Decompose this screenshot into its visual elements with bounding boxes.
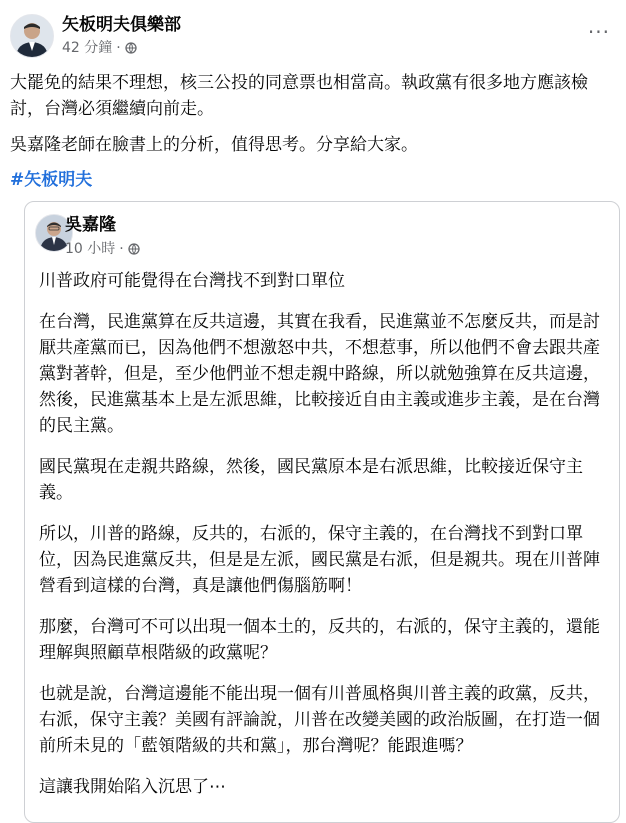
shared-post-body: [39, 268, 609, 815]
shared-paragraph: 國民黨現在走親共路線，然後，國民黨原本是右派思維，比較接近保守主義。: [39, 457, 583, 503]
shared-author-name[interactable]: 吳嘉隆: [65, 215, 116, 235]
post-header: [10, 10, 616, 62]
post-paragraph: 大罷免的結果不理想，核三公投的同意票也相當高。執政黨有很多地方應該檢討，台灣必須繼續向前走。: [10, 73, 588, 119]
shared-paragraph: 所以，川普的路線，反共的，右派的，保守主義的，在台灣找不到對口單位，因為民進黨反共，但是是左派，國民黨是右派，但是親共。現在川普陣營看到這樣的台灣，真是讓他們傷腦筋啊！: [39, 524, 600, 596]
shared-post-meta: [65, 240, 140, 258]
hashtag-link[interactable]: #矢板明夫: [10, 170, 93, 190]
globe-icon[interactable]: [125, 42, 137, 54]
author-photo: [11, 15, 53, 57]
meta-separator: ·: [119, 241, 124, 257]
author-avatar[interactable]: [10, 14, 54, 58]
globe-icon[interactable]: [128, 243, 140, 255]
shared-paragraph: 這讓我開始陷入沉思了⋯: [39, 777, 226, 797]
post-time[interactable]: 42 分鐘: [62, 40, 113, 56]
shared-paragraph: 在台灣，民進黨算在反共這邊，其實在我看，民進黨並不怎麼反共，而是討厭共產黨而已，因為他們不想激怒中共，不想惹事，所以他們不會去跟共產黨對著幹，但是，至少他們並不想走親中路線，所以就勉強算在反共這邊，然後，民進黨基本上是左派思維，比較接近自由主義或進步主義，是在台灣的民主黨。: [39, 312, 600, 436]
post-paragraph: 吳嘉隆老師在臉書上的分析，值得思考。分享給大家。: [10, 135, 418, 155]
author-name[interactable]: 矢板明夫俱樂部: [62, 15, 181, 35]
shared-paragraph: 川普政府可能覺得在台灣找不到對口單位: [39, 271, 345, 291]
meta-separator: ·: [116, 40, 121, 56]
shared-paragraph: 也就是說，台灣這邊能不能出現一個有川普風格與川普主義的政黨，反共，右派，保守主義？美國有評論說，川普在改變美國的政治版圖，在打造一個前所未見的「藍領階級的共和黨」，那台灣呢？能跟進嗎？: [39, 684, 600, 756]
post-meta: [62, 39, 137, 57]
more-options-icon[interactable]: ···: [587, 20, 610, 44]
shared-post[interactable]: [24, 201, 620, 823]
post-text: [10, 70, 614, 168]
shared-paragraph: 那麼，台灣可不可以出現一個本土的，反共的，右派的，保守主義的，還能理解與照顧草根階級的政黨呢？: [39, 617, 600, 663]
shared-post-time[interactable]: 10 小時: [65, 241, 116, 257]
